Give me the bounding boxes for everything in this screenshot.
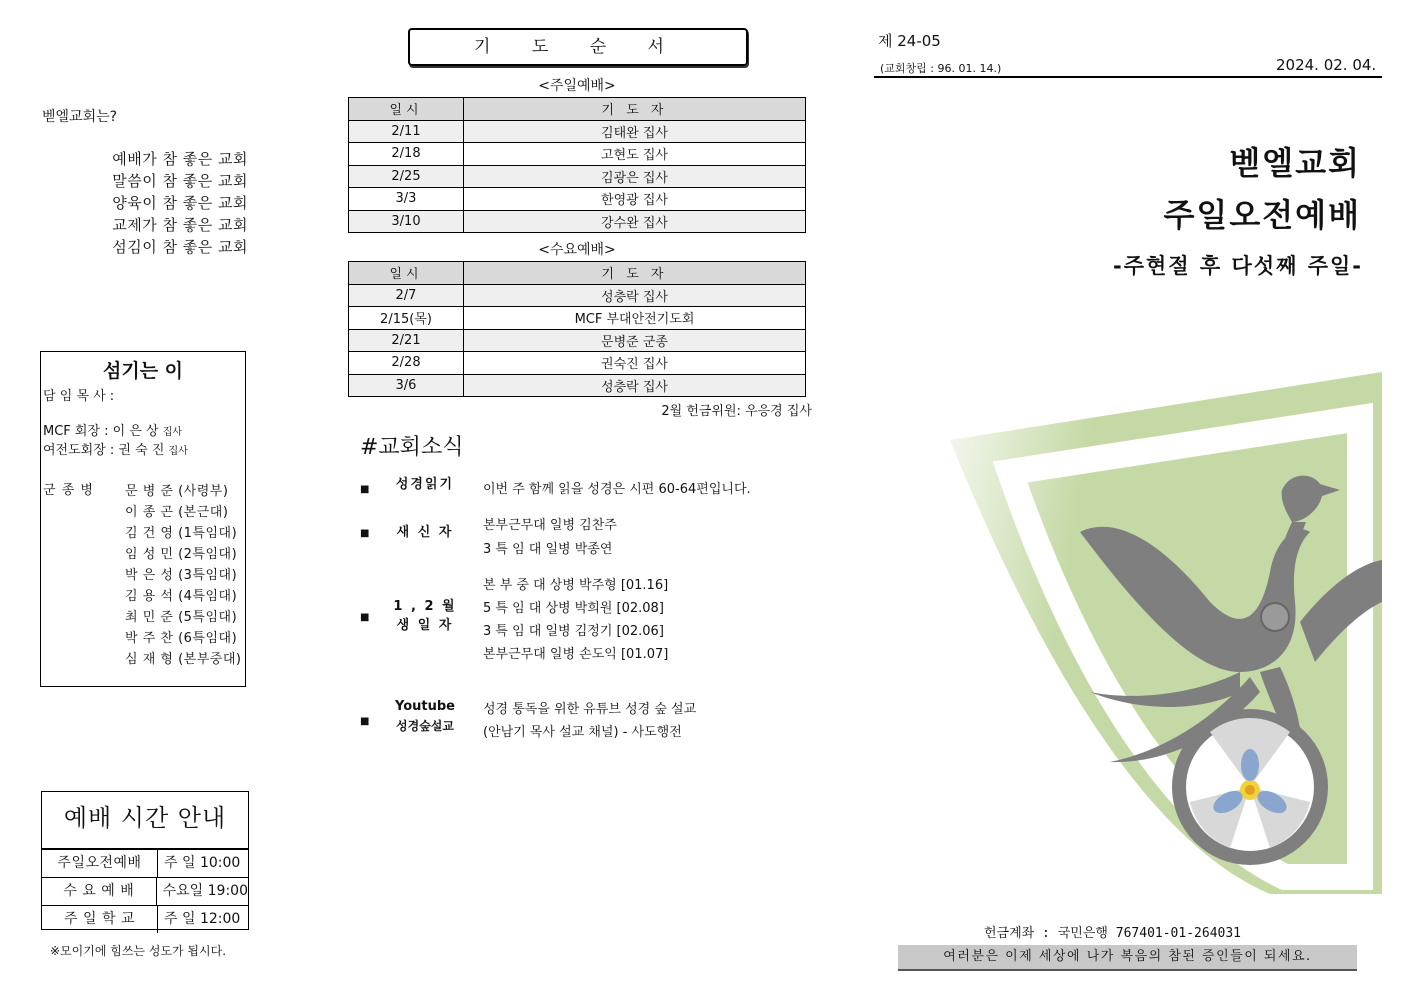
mcf-president-title: 집사 xyxy=(162,427,183,438)
prayer-date: 2/7 xyxy=(349,284,464,307)
table-row xyxy=(349,188,806,211)
chaplain-item: 이 종 곤 (본근대) xyxy=(125,505,229,520)
prayer-leader: MCF 부대안전기도회 xyxy=(464,307,806,330)
chaplain-item: 박 은 성 (3특임대) xyxy=(125,568,238,583)
women-president-line xyxy=(43,439,188,458)
news-label: 새 신 자 xyxy=(396,525,454,540)
servers-box xyxy=(40,351,246,687)
bullet-icon: ■ xyxy=(360,612,370,623)
news-line: 본부근무대 일병 김찬주 xyxy=(483,518,617,533)
news-line: (안남기 목사 설교 채널) - 사도행전 xyxy=(483,725,682,740)
service-times-title: 예배 시간 안내 xyxy=(42,792,248,849)
header-date: 일시 xyxy=(349,98,464,121)
table-header-row xyxy=(349,98,806,121)
service-times-note: ※모이기에 힘쓰는 성도가 됩시다. xyxy=(50,944,227,958)
church-name: 벧엘교회 xyxy=(1229,144,1361,182)
wednesday-prayer-table xyxy=(348,261,806,397)
chaplain-item: 김 건 영 (1특임대) xyxy=(125,526,238,541)
service-time-name: 주일오전예배 xyxy=(42,850,158,877)
founded-date: (교회창립 : 96. 01. 14.) xyxy=(880,62,1002,75)
intro-line: 말씀이 참 좋은 교회 xyxy=(112,172,248,190)
prayer-date: 2/18 xyxy=(349,143,464,166)
intro-line: 교제가 참 좋은 교회 xyxy=(112,216,248,234)
phoenix-shield-emblem-icon xyxy=(940,372,1382,896)
issue-number: 제 24-05 xyxy=(878,32,941,50)
prayer-date: 3/6 xyxy=(349,374,464,397)
prayer-date: 2/28 xyxy=(349,352,464,375)
prayer-date: 2/25 xyxy=(349,165,464,188)
chaplain-item: 임 성 민 (2특임대) xyxy=(125,547,238,562)
prayer-leader: 성충락 집사 xyxy=(464,284,806,307)
header-name: 기 도 자 xyxy=(464,98,806,121)
news-line: 3 특 임 대 일병 박종연 xyxy=(483,542,613,557)
prayer-date: 2/11 xyxy=(349,120,464,143)
women-president-name: 여전도회장 : 권 숙 진 xyxy=(43,443,165,458)
chaplain-item: 문 병 준 (사령부) xyxy=(125,484,229,499)
table-row xyxy=(349,284,806,307)
intro-line: 양육이 참 좋은 교회 xyxy=(112,194,248,212)
servers-title: 섬기는 이 xyxy=(102,360,184,382)
offering-account: 헌금계좌 : 국민은행 767401-01-264031 xyxy=(984,926,1241,941)
news-line: 성경 통독을 위한 유튜브 성경 숲 설교 xyxy=(483,702,697,717)
mcf-president-name: MCF 회장 : 이 은 상 xyxy=(43,424,159,439)
chaplain-item: 심 재 형 (본부중대) xyxy=(125,652,242,667)
sunday-service-label: <주일예배> xyxy=(538,78,616,94)
intro-line: 예배가 참 좋은 교회 xyxy=(112,150,248,168)
news-line: 이번 주 함께 읽을 성경은 시편 60-64편입니다. xyxy=(483,482,751,497)
pastor-line: 담 임 목 사 : xyxy=(43,389,115,404)
church-news-title: #교회소식 xyxy=(360,435,464,460)
table-row xyxy=(349,210,806,233)
table-row xyxy=(349,120,806,143)
mcf-president-line xyxy=(43,420,182,439)
header-rule xyxy=(874,76,1382,78)
service-time-row xyxy=(42,877,248,905)
prayer-leader: 김태완 집사 xyxy=(464,120,806,143)
service-time-value: 주 일 10:00 xyxy=(164,855,241,871)
news-label: 생 일 자 xyxy=(396,618,454,633)
prayer-date: 2/21 xyxy=(349,329,464,352)
wednesday-service-label: <수요예배> xyxy=(538,242,616,258)
service-time-name: 주 일 학 교 xyxy=(42,906,158,933)
service-time-row xyxy=(42,905,248,933)
prayer-leader: 성충락 집사 xyxy=(464,374,806,397)
prayer-date: 3/3 xyxy=(349,188,464,211)
bullet-icon: ■ xyxy=(360,528,370,539)
table-row xyxy=(349,165,806,188)
table-row xyxy=(349,307,806,330)
header-name: 기 도 자 xyxy=(464,262,806,285)
bullet-icon: ■ xyxy=(360,484,370,495)
news-label: 성경읽기 xyxy=(395,477,455,492)
chaplain-item: 박 주 찬 (6특임대) xyxy=(125,631,238,646)
bulletin-date: 2024. 02. 04. xyxy=(1276,56,1377,74)
offering-committee: 2월 헌금위원: 우응경 집사 xyxy=(661,404,812,419)
intro-line: 섬김이 참 좋은 교회 xyxy=(112,238,248,256)
header-date: 일시 xyxy=(349,262,464,285)
prayer-date: 3/10 xyxy=(349,210,464,233)
service-time-value: 수요일 19:00 xyxy=(162,883,248,899)
prayer-leader: 김광은 집사 xyxy=(464,165,806,188)
prayer-leader: 한영광 집사 xyxy=(464,188,806,211)
news-line: 3 특 임 대 일병 김정기 [02.06] xyxy=(483,624,664,639)
bullet-icon: ■ xyxy=(360,716,370,727)
prayer-leader: 강수완 집사 xyxy=(464,210,806,233)
sunday-prayer-table xyxy=(348,97,806,233)
table-header-row xyxy=(349,262,806,285)
prayer-order-title: 기 도 순 서 xyxy=(408,28,748,66)
prayer-date: 2/15(목) xyxy=(349,307,464,330)
table-row xyxy=(349,352,806,375)
service-times-box xyxy=(41,791,249,930)
intro-title: 벧엘교회는? xyxy=(42,109,118,125)
service-time-row xyxy=(42,849,248,877)
chaplain-item: 최 민 준 (5특임대) xyxy=(125,610,238,625)
prayer-leader: 권숙진 집사 xyxy=(464,352,806,375)
service-time-name: 수 요 예 배 xyxy=(42,878,157,905)
service-time-value: 주 일 12:00 xyxy=(164,911,241,927)
prayer-leader: 고현도 집사 xyxy=(464,143,806,166)
news-line: 본부근무대 일병 손도익 [01.07] xyxy=(483,647,669,662)
liturgical-sunday: -주현절 후 다섯째 주일- xyxy=(1113,254,1363,278)
prayer-leader: 문병준 군종 xyxy=(464,329,806,352)
table-row xyxy=(349,329,806,352)
chaplain-item: 김 용 석 (4특임대) xyxy=(125,589,238,604)
news-label: Youtube xyxy=(395,699,455,714)
closing-verse: 여러분은 이제 세상에 나가 복음의 참된 증인들이 되세요. xyxy=(898,945,1357,971)
news-label: 성경숲설교 xyxy=(396,719,454,733)
news-line: 5 특 임 대 상병 박희원 [02.08] xyxy=(483,601,664,616)
service-name: 주일오전예배 xyxy=(1163,196,1361,234)
intro-lines xyxy=(100,148,248,258)
table-row xyxy=(349,143,806,166)
table-row xyxy=(349,374,806,397)
news-label: 1 , 2 월 xyxy=(393,599,457,614)
women-president-title: 집사 xyxy=(168,446,188,457)
chaplain-label: 군 종 병 xyxy=(43,483,94,498)
news-line: 본 부 중 대 상병 박주형 [01.16] xyxy=(483,578,669,593)
